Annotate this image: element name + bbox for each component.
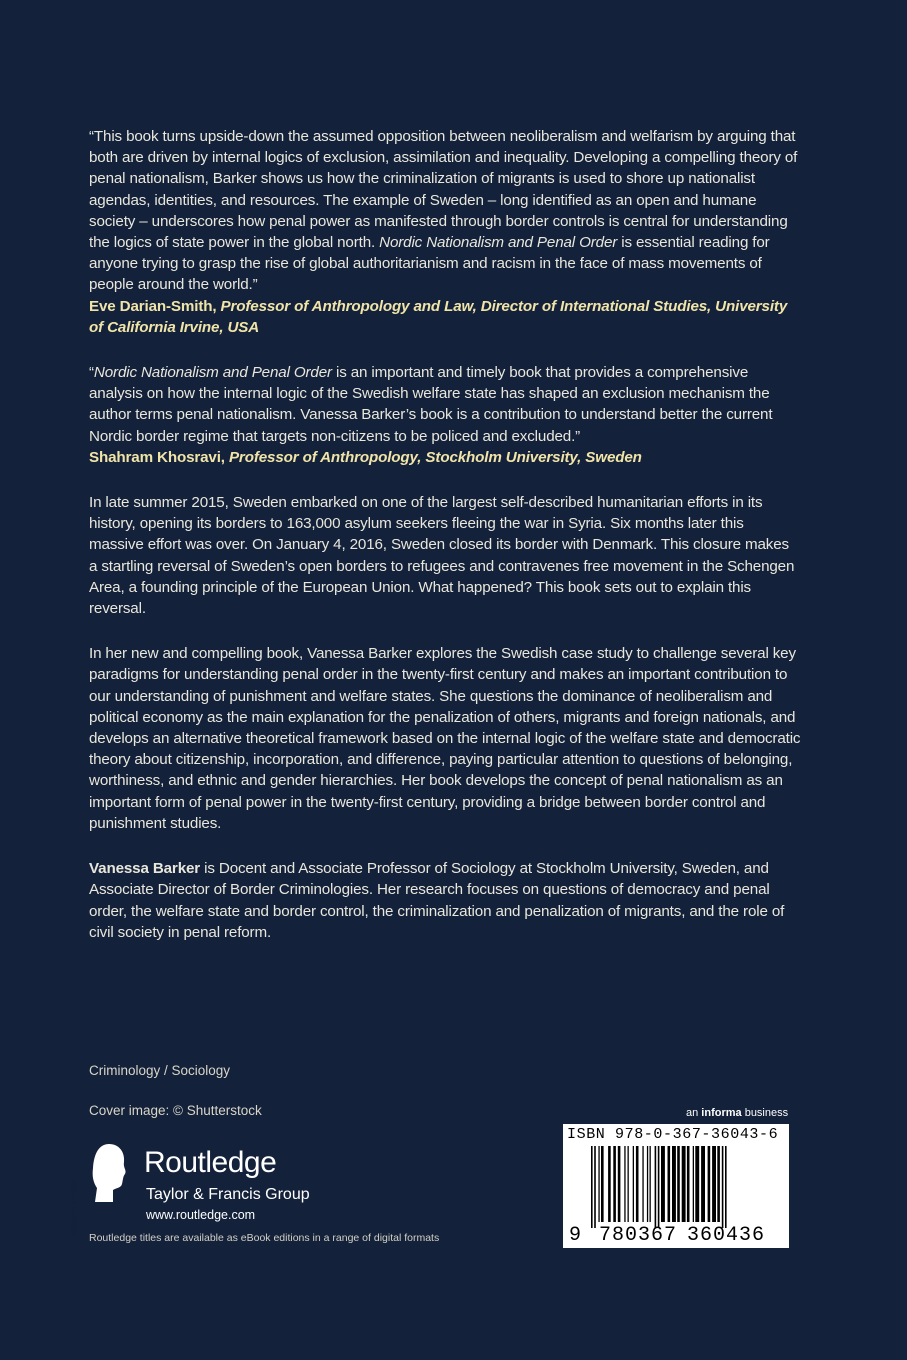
barcode-bar — [717, 1146, 720, 1222]
barcode-bar — [601, 1146, 604, 1222]
barcode-bar — [701, 1146, 705, 1222]
quote2-role: Professor of Anthropology, Stockholm University, Sweden — [228, 448, 642, 466]
endorsement-quote-1 — [89, 126, 801, 338]
barcode-bar — [668, 1146, 671, 1222]
barcode-bar — [642, 1146, 643, 1222]
isbn-digit-first: 9 — [569, 1224, 582, 1247]
subject-category: Criminology / Sociology — [89, 1063, 231, 1078]
barcode-bar — [647, 1146, 648, 1222]
quote1-attribution — [89, 298, 787, 336]
barcode-bar — [708, 1146, 711, 1222]
quote2-text-post: is an important and timely book that provides a comprehensive analysis on how the internal logic of the Swedish welfare state has shaped an exclusion mechanism the author terms penal nationalism. Vanessa Barker’s book is a contribution to understand better the current Nordic border regime that targets non-citizens to be policed and excluded.” — [89, 364, 773, 445]
quote1-author: Eve Darian-Smith, — [89, 297, 217, 315]
endorsement-quote-2 — [89, 362, 801, 468]
barcode-bar — [636, 1146, 639, 1222]
barcode-bar — [655, 1146, 657, 1228]
quote1-book-title: Nordic Nationalism and Penal Order — [379, 234, 618, 252]
ebook-note: Routledge titles are available as eBook editions in a range of digital formats — [89, 1232, 440, 1244]
bio-text: is Docent and Associate Professor of Sociology at Stockholm University, Sweden, and Associate Director of Border Criminologies. Her research focuses on questions of democracy and penal order, the welfare state and border control, the criminalization and penalization of migrants, and the role of civil society in penal reform. — [89, 860, 785, 941]
informa-brand: informa — [701, 1107, 742, 1119]
barcode-bar — [712, 1146, 716, 1222]
barcode-bar — [628, 1146, 629, 1222]
cover-credit: Cover image: © Shutterstock — [89, 1103, 262, 1118]
isbn-barcode — [563, 1124, 789, 1248]
barcode-bar — [613, 1146, 616, 1222]
routledge-head-icon — [69, 1140, 129, 1237]
barcode-bar — [661, 1146, 665, 1222]
barcode-bar — [633, 1146, 634, 1222]
routledge-logo — [69, 1140, 389, 1237]
informa-prefix: an — [686, 1107, 702, 1119]
barcode-bar — [591, 1146, 593, 1228]
barcode-bar — [608, 1146, 611, 1222]
barcode-bars — [569, 1146, 783, 1228]
barcode-bar — [594, 1146, 596, 1228]
barcode-bar — [695, 1146, 699, 1222]
quote1-text-post: is essential reading for anyone trying to grasp the rise of global authoritarianism and racism in the face of mass movements of people around the world.” — [89, 234, 770, 294]
quote1-text-pre: “This book turns upside-down the assumed opposition between neoliberalism and welfarism by arguing that both are driven by internal logics of exclusion, assimilation and inequality. Developing a compelling theory of penal nationalism, Barker shows us how the criminalization of migrants is used to shore up nationalist agendas, identities, and resources. The example of Sweden – long identified as an open and humane society – underscores how penal power as manifested through border controls is central for understanding the logics of state power in the global north. — [89, 128, 798, 252]
publisher-group: Taylor & Francis Group — [146, 1186, 310, 1203]
author-bio — [89, 858, 801, 943]
barcode-bar — [693, 1146, 694, 1222]
quote2-attribution — [89, 449, 642, 466]
bio-author-name: Vanessa Barker — [89, 860, 201, 878]
publisher-url: www.routledge.com — [146, 1208, 256, 1222]
quote2-book-title: Nordic Nationalism and Penal Order — [93, 364, 332, 382]
isbn-digits-right: 360436 — [687, 1224, 766, 1247]
quote2-open: “ — [89, 364, 94, 382]
barcode-bar — [598, 1146, 599, 1222]
isbn-label: ISBN 978-0-367-36043-6 — [567, 1126, 779, 1143]
publisher-name: Routledge — [144, 1146, 277, 1179]
barcode-bar — [624, 1146, 625, 1222]
barcode-bar — [722, 1146, 724, 1228]
isbn-digits-left: 780367 — [599, 1224, 678, 1247]
description-paragraph-2: In her new and compelling book, Vanessa Barker explores the Swedish case study to challenge several key paradigms for understanding penal order in the twenty-first century and makes an important contribution to our understanding of punishment and welfare states. She questions the dominance of neoliberalism and political economy as the main explanation for the penalization of others, migrants and foreign nationals, and develops an alternative theoretical framework based on the internal logic of the welfare state and democratic theory about citizenship, incorporation, and difference, paying particular attention to questions of belonging, worthiness, and ethnic and gender hierarchies. Her book develops the concept of penal nationalism as an important form of penal power in the twenty-first century, providing a bridge between border control and punishment studies. — [89, 645, 801, 832]
description-paragraph-1: In late summer 2015, Sweden embarked on one of the largest self-described humanitarian efforts in its history, opening its borders to 163,000 asylum seekers fleeing the war in Syria. Six months later this massive effort was over. On January 4, 2016, Sweden closed its border with Denmark. This closure makes a startling reversal of Sweden’s open borders to refugees and contravenes free movement in the Schengen Area, a founding principle of the European Union. What happened? This book sets out to explain this reversal. — [89, 494, 795, 618]
barcode-bar — [650, 1146, 651, 1222]
informa-suffix: business — [741, 1107, 789, 1119]
routledge-mark-text: ROUTLEDGE — [69, 1180, 79, 1237]
barcode-bar — [658, 1146, 660, 1228]
barcode-bar — [682, 1146, 686, 1222]
barcode-bar — [725, 1146, 727, 1228]
barcode-bar — [618, 1146, 621, 1222]
barcode-bar — [687, 1146, 690, 1222]
quote2-author: Shahram Khosravi, — [89, 448, 225, 466]
informa-business — [686, 1107, 788, 1119]
quote1-role: Professor of Anthropology and Law, Director of International Studies, University of California Irvine, USA — [89, 297, 788, 336]
barcode-bar — [672, 1146, 676, 1222]
back-cover-text — [89, 126, 801, 967]
barcode-bar — [677, 1146, 680, 1222]
